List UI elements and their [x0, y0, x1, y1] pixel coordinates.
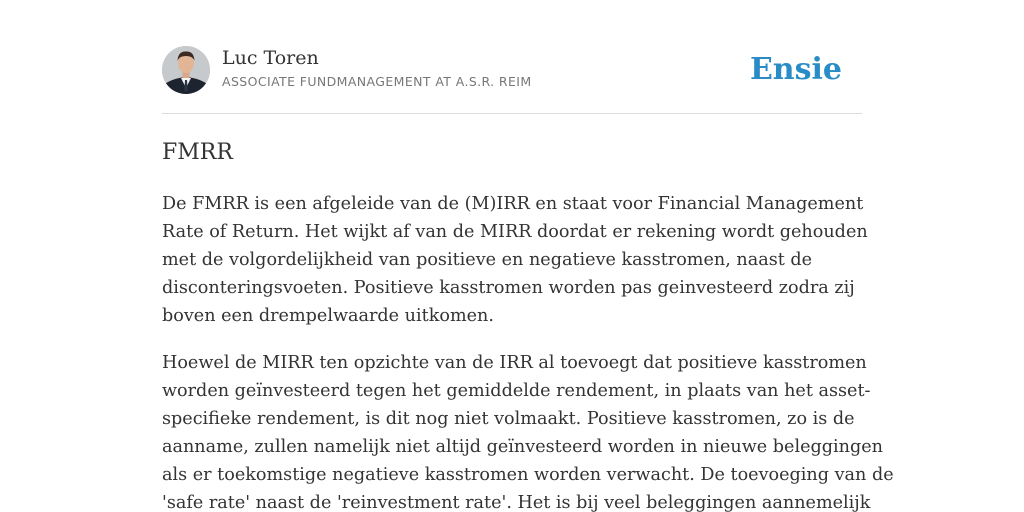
- text-line: boven een drempelwaarde uitkomen.: [162, 306, 494, 326]
- text-line: met de volgordelijkheid van positieve en negatieve kasstromen, naast de: [162, 250, 813, 270]
- paragraph: [162, 190, 868, 330]
- article-body: [162, 190, 894, 512]
- text-line: Hoewel de MIRR ten opzichte van de IRR al toevoegt dat positieve kasstromen: [162, 353, 867, 373]
- text-line: als er toekomstige negatieve kasstromen worden verwacht. De toevoeging van de: [162, 465, 894, 485]
- header-divider: [162, 113, 862, 114]
- text-line: Rate of Return. Het wijkt af van de MIRR doordat er rekening wordt gehouden: [162, 222, 868, 242]
- ensie-logo[interactable]: Ensie: [749, 52, 842, 87]
- author-header: [162, 46, 862, 96]
- article-title: FMRR: [162, 140, 233, 165]
- text-line: worden geïnvesteerd tegen het gemiddelde rendement, in plaats van het asset-: [162, 381, 871, 401]
- text-line: disconteringsvoeten. Positieve kasstromen worden pas geinvesteerd zodra zij: [162, 278, 855, 298]
- author-avatar[interactable]: [162, 46, 210, 94]
- author-role: ASSOCIATE FUNDMANAGEMENT AT A.S.R. REIM: [222, 74, 532, 89]
- text-line: aanname, zullen namelijk niet altijd geïnvesteerd worden in nieuwe beleggingen: [162, 437, 883, 457]
- text-line: 'safe rate' naast de 'reinvestment rate'. Het is bij veel beleggingen aannemelijk: [162, 493, 871, 512]
- paragraph: [162, 349, 894, 512]
- text-line: specifieke rendement, is dit nog niet volmaakt. Positieve kasstromen, zo is de: [162, 409, 855, 429]
- text-line: De FMRR is een afgeleide van de (M)IRR en staat voor Financial Management: [162, 194, 864, 214]
- author-name[interactable]: Luc Toren: [222, 47, 319, 69]
- person-icon: [162, 46, 210, 94]
